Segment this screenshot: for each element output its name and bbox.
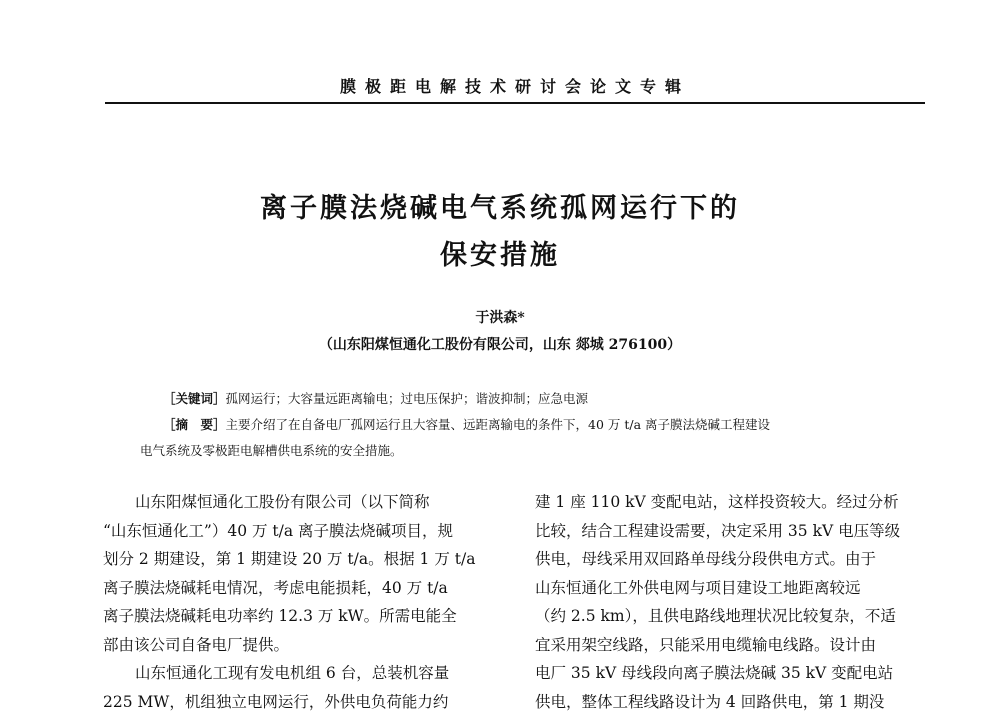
body-column-left (103, 488, 503, 716)
article-title-line-2: 保安措施 (0, 233, 1000, 272)
body-line: 划分 2 期建设，第 1 期建设 20 万 t/a。根据 1 万 t/a (103, 545, 503, 574)
body-line: 宜采用架空线路，只能采用电缆输电线路。设计由 (535, 631, 927, 660)
running-header: 膜极距电解技术研讨会论文专辑 (105, 74, 925, 97)
keywords (163, 389, 588, 407)
affiliation: （山东阳煤恒通化工股份有限公司，山东 郯城 276100） (0, 334, 1000, 354)
abstract-line-1 (163, 415, 770, 433)
body-line: 电厂 35 kV 母线段向离子膜法烧碱 35 kV 变配电站 (535, 659, 927, 688)
abstract-text-1: 主要介绍了在自备电厂孤网运行且大容量、远距离输电的条件下，40 万 t/a 离子膜法烧碱工程建设 (226, 417, 771, 432)
keywords-text: 孤网运行；大容量远距离输电；过电压保护；谐波抑制；应急电源 (226, 391, 589, 406)
body-line: 山东恒通化工现有发电机组 6 台，总装机容量 (103, 659, 503, 688)
body-line: 供电，母线采用双回路单母线分段供电方式。由于 (535, 545, 927, 574)
article-title-line-1: 离子膜法烧碱电气系统孤网运行下的 (0, 186, 1000, 225)
body-line: “山东恒通化工”）40 万 t/a 离子膜法烧碱项目，规 (103, 517, 503, 546)
keywords-label: ［关键词］ (163, 391, 226, 406)
body-column-right (535, 488, 927, 716)
body-line: 比较，结合工程建设需要，决定采用 35 kV 电压等级 (535, 517, 927, 546)
body-line: （约 2.5 km），且供电路线地理状况比较复杂，不适 (535, 602, 927, 631)
body-line: 山东阳煤恒通化工股份有限公司（以下简称 (103, 488, 503, 517)
body-line: 离子膜法烧碱耗电情况，考虑电能损耗，40 万 t/a (103, 574, 503, 603)
body-line: 山东恒通化工外供电网与项目建设工地距离较远 (535, 574, 927, 603)
abstract-label: ［摘 要］ (163, 417, 226, 432)
body-line: 供电，整体工程线路设计为 4 回路供电，第 1 期没 (535, 688, 927, 716)
body-line: 部由该公司自备电厂提供。 (103, 631, 503, 660)
header-rule (105, 102, 925, 104)
abstract-line-2: 电气系统及零极距电解槽供电系统的安全措施。 (140, 441, 403, 459)
body-line: 建 1 座 110 kV 变配电站，这样投资较大。经过分析 (535, 488, 927, 517)
author: 于洪森* (0, 307, 1000, 327)
body-line: 225 MW，机组独立电网运行，外供电负荷能力约 (103, 688, 503, 716)
body-line: 离子膜法烧碱耗电功率约 12.3 万 kW。所需电能全 (103, 602, 503, 631)
